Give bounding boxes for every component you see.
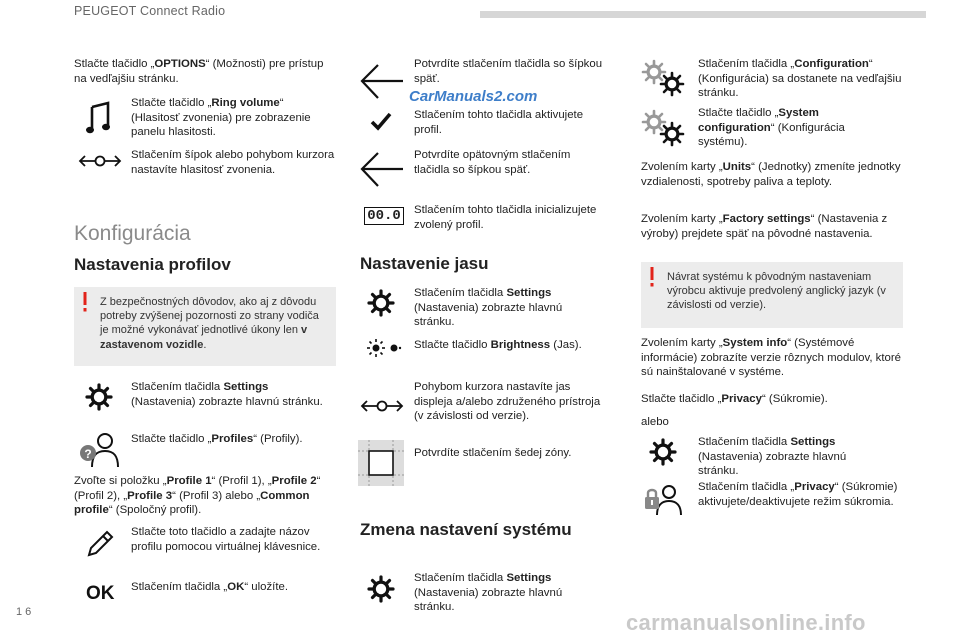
running-header: PEUGEOT Connect Radio xyxy=(74,4,226,18)
ring-volume-instruction: Stlačte tlačidlo „Ring volume“ (Hlasitosť zvonenia) pre zobrazenie panelu hlasitosti. xyxy=(131,97,311,139)
brightness-instruction: Stlačte tlačidlo Brightness (Jas). xyxy=(414,339,582,351)
safety-warning-text: Z bezpečnostných dôvodov, ako aj z dôvodu potreby zvýšenej pozornosti zo strany vodiča je možné vykonávať jednotlivé úkony len v zastavenom vozidle. xyxy=(100,296,319,351)
settings-gear-icon-2 xyxy=(366,288,396,318)
back-confirm-text-1: Potvrdíte stlačením tlačidla so šípkou späť. xyxy=(414,58,603,85)
configuration-instruction: Stlačením tlačidla „Configuration“ (Konfigurácia) sa dostanete na vedľajšiu stránku. xyxy=(698,58,902,100)
brightness-heading: Nastavenie jasu xyxy=(360,254,489,273)
slider-arrows-icon xyxy=(78,150,122,172)
rename-profile-text: Stlačte toto tlačidlo a zadajte názov profilu pomocou virtuálnej klávesnice. xyxy=(131,526,321,553)
system-info-text: Zvolením karty „System info“ (Systémové informácie) zobrazíte verzie rôznych modulov, ktoré sú nainštalované v systéme. xyxy=(641,337,901,379)
settings-gear-icon-3 xyxy=(366,574,396,604)
site-watermark: CarManuals2.com xyxy=(409,88,538,105)
footer-site-watermark: carmanualsonline.info xyxy=(626,610,866,635)
profiles-heading: Nastavenia profilov xyxy=(74,255,231,274)
section-title: Konfigurácia xyxy=(74,222,191,245)
grey-zone-text: Potvrdíte stlačením šedej zóny. xyxy=(414,447,572,459)
settings-instruction-4: Stlačením tlačidla Settings (Nastavenia) zobrazte hlavnú stránku. xyxy=(698,436,847,478)
warning-exclamation-icon xyxy=(82,292,88,312)
privacy-instruction: Stlačte tlačidlo „Privacy“ (Súkromie). xyxy=(641,393,828,405)
header-rule xyxy=(480,11,926,18)
system-configuration-gears-icon xyxy=(642,110,684,146)
factory-reset-warning-note xyxy=(641,262,903,328)
checkmark-icon xyxy=(370,110,392,132)
choose-profile-text: Zvoľte si položku „Profile 1“ (Profil 1), „Profile 2“ (Profil 2), „Profile 3“ (Profil 3) alebo „Common profile“ (Spoločný profil). xyxy=(74,475,321,517)
privacy-lock-user-icon xyxy=(644,484,684,516)
settings-instruction-2: Stlačením tlačidla Settings (Nastavenia) zobrazte hlavnú stránku. xyxy=(414,287,563,329)
page-number: 16 xyxy=(16,606,35,618)
slider-arrows-icon-2 xyxy=(360,395,404,417)
activate-profile-text: Stlačením tohto tlačidla aktivujete profil. xyxy=(414,109,584,136)
ok-button-icon: OK xyxy=(86,583,115,604)
brightness-icon xyxy=(366,338,402,358)
back-confirm-text-2: Potvrdíte opätovným stlačením tlačidla so šípkou späť. xyxy=(414,149,571,176)
or-text: alebo xyxy=(641,416,669,428)
system-configuration-instruction: Stlačte tlačidlo „System configuration“ (Konfigurácia systému). xyxy=(698,107,845,149)
music-note-icon xyxy=(84,99,114,137)
pencil-edit-icon xyxy=(84,528,116,560)
factory-reset-warning-text: Návrat systému k pôvodným nastaveniam výrobcu aktivuje predvolený anglický jazyk (v závislosti od verzie). xyxy=(667,271,886,312)
configuration-gears-icon xyxy=(642,60,684,96)
back-arrow-icon xyxy=(360,61,404,103)
ok-save-text: Stlačením tlačidla „OK“ uložíte. xyxy=(131,581,289,593)
grey-zone-icon xyxy=(358,440,404,486)
svg-text:?: ? xyxy=(84,447,92,461)
settings-instruction-1: Stlačením tlačidla Settings (Nastavenia) zobrazte hlavnú stránku. xyxy=(131,381,323,408)
units-text: Zvolením karty „Units“ (Jednotky) zmeníte jednotky vzdialenosti, spotreby paliva a teploty. xyxy=(641,161,901,188)
settings-gear-icon-4 xyxy=(648,437,678,467)
privacy-toggle-text: Stlačením tlačidla „Privacy“ (Súkromie) aktivujete/deaktivujete režim súkromia. xyxy=(698,481,898,508)
brightness-cursor-text: Pohybom kurzora nastavíte jas displeja a/alebo združeného prístroja (v závislosti od verzie). xyxy=(414,381,601,423)
back-arrow-icon-2 xyxy=(360,149,404,191)
profiles-instruction: Stlačte tlačidlo „Profiles“ (Profily). xyxy=(131,433,303,445)
factory-settings-text: Zvolením karty „Factory settings“ (Nastavenia z výroby) prejdete späť na pôvodné nastavenia. xyxy=(641,213,888,240)
reset-counter-icon: 00.0 xyxy=(362,206,406,226)
settings-instruction-3: Stlačením tlačidla Settings (Nastavenia) zobrazte hlavnú stránku. xyxy=(414,572,563,614)
profile-user-icon xyxy=(80,432,120,468)
ring-volume-arrows-text: Stlačením šípok alebo pohybom kurzora nastavíte hlasitosť zvonenia. xyxy=(131,149,335,176)
system-settings-heading: Zmena nastavení systému xyxy=(360,520,572,539)
safety-warning-note xyxy=(74,287,336,366)
warning-exclamation-icon-2 xyxy=(649,267,655,287)
options-instruction: Stlačte tlačidlo „OPTIONS“ (Možnosti) pre prístup na vedľajšiu stránku. xyxy=(74,58,324,85)
settings-gear-icon xyxy=(84,382,114,412)
reset-profile-text: Stlačením tohto tlačidla inicializujete zvolený profil. xyxy=(414,204,597,231)
